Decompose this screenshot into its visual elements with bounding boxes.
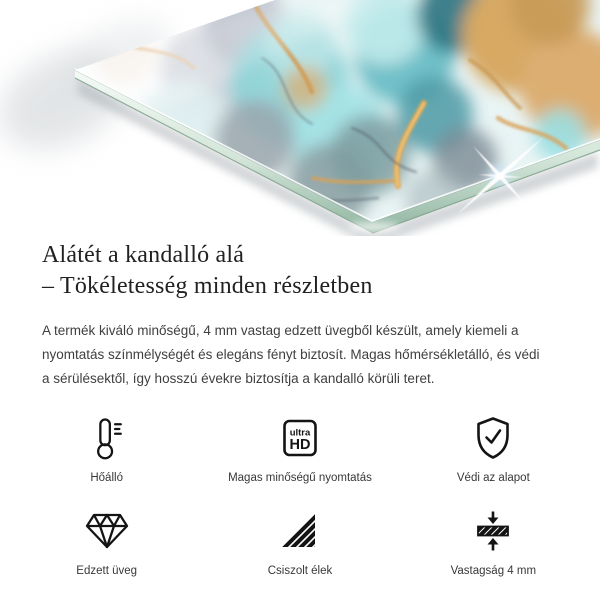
- feature-label: Magas minőségű nyomtatás: [228, 472, 372, 484]
- feature-thickness: [397, 508, 590, 577]
- shield-check-icon: [473, 416, 513, 460]
- feature-label: Hőálló: [90, 472, 123, 484]
- feature-label: Edzett üveg: [76, 565, 138, 577]
- ultra-hd-icon: [280, 418, 320, 458]
- page-title: [42, 240, 558, 302]
- feature-heat-resistant: [10, 415, 203, 484]
- feature-polished-edges: [203, 508, 396, 577]
- feature-grid: [10, 415, 590, 577]
- ultra-hd-badge-top: ultra: [289, 427, 311, 439]
- feature-protects-base: [397, 415, 590, 484]
- feature-print-quality: [203, 415, 396, 484]
- feature-tempered-glass: [10, 508, 203, 577]
- thermometer-icon: [88, 416, 126, 461]
- diamond-icon: [84, 511, 130, 551]
- ultra-hd-badge-bottom: HD: [289, 437, 311, 453]
- glass-panel-illustration: [0, 0, 600, 236]
- feature-label: Csiszolt élek: [267, 565, 333, 577]
- hero-product-image: [0, 0, 600, 236]
- thickness-icon: [473, 510, 513, 552]
- title-line-2: – Tökéletesség minden részletben: [42, 273, 373, 299]
- product-description-section: [0, 240, 600, 391]
- product-description-text: A termék kiváló minőségű, 4 mm vastag edzett üvegből készült, amely kiemeli a nyomtatás színmélységét és elegáns fényt biztosít. Magas hőmérsékletálló, és védi a sérülésektől, így hosszú évekre biztosítja a kandalló körüli teret.: [42, 323, 540, 386]
- title-line-1: Alátét a kandalló alá: [42, 242, 245, 268]
- feature-label: Vastagság 4 mm: [450, 565, 537, 577]
- feature-label: Védi az alapot: [456, 472, 530, 484]
- polished-edges-icon: [280, 512, 320, 550]
